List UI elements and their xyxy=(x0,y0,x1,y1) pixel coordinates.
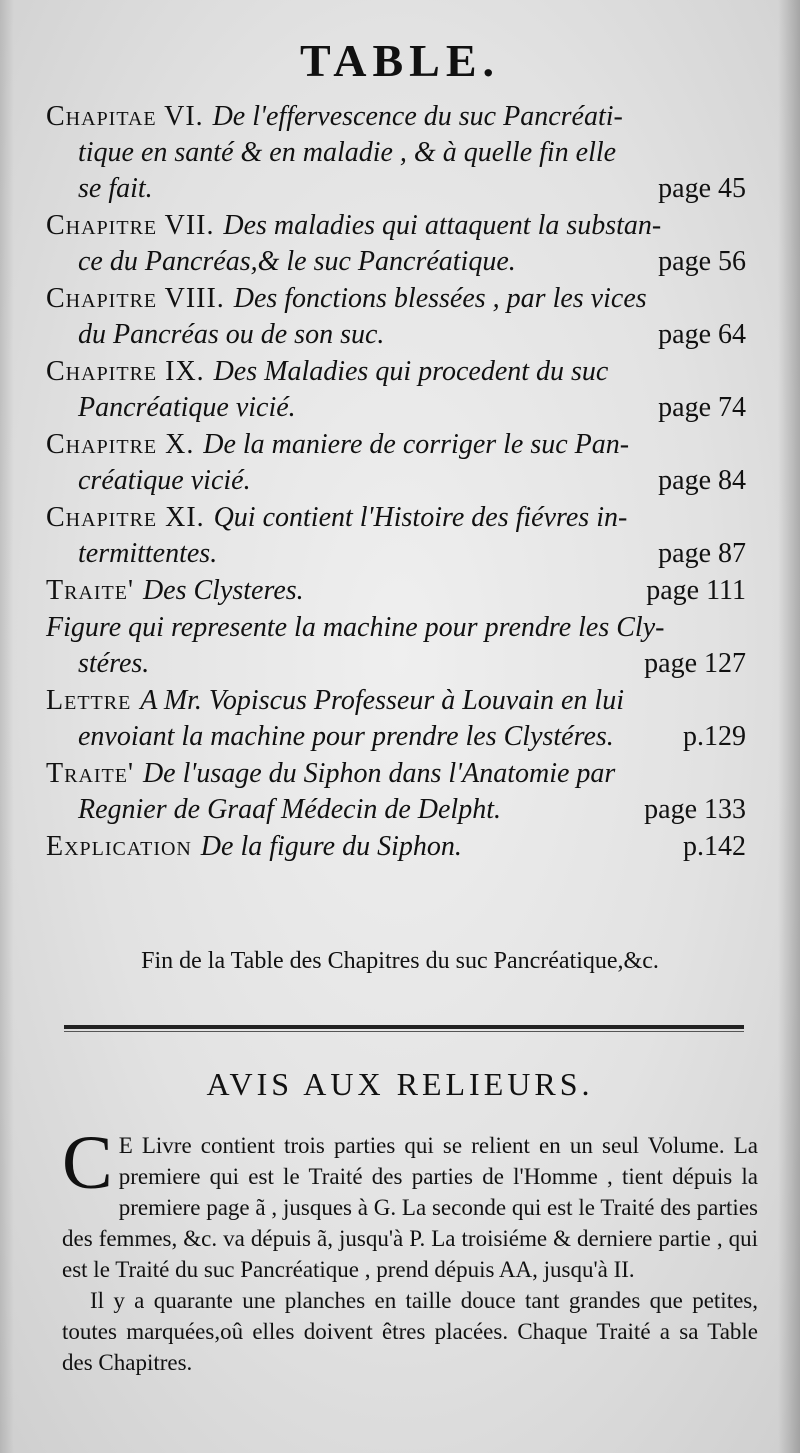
toc-entry-label: Chapitre X. xyxy=(46,429,195,460)
toc-entry-page: page 56 xyxy=(658,246,746,277)
toc-entry-label: Traite' xyxy=(46,758,135,789)
toc-entry-continuation: Regnier de Graaf Médecin de Delpht. xyxy=(78,794,501,825)
divider-rule xyxy=(64,1025,744,1029)
toc-entry-label: Chapitre XI. xyxy=(46,502,205,533)
toc-entry-page: page 84 xyxy=(658,465,746,496)
page-shadow-left xyxy=(0,0,14,1453)
page-shadow-right xyxy=(778,0,800,1453)
toc-entry-label: Chapitre IX. xyxy=(46,356,205,387)
toc-entry-title: Des Maladies qui procedent du suc xyxy=(213,356,609,387)
toc-entry xyxy=(46,280,746,353)
toc-entry-page: page 111 xyxy=(646,575,746,606)
toc-entry xyxy=(46,353,746,426)
toc-entry-label: Chapitre VII. xyxy=(46,210,215,241)
toc-entry-page: page 64 xyxy=(658,319,746,350)
toc-entry-page: p.129 xyxy=(683,721,746,752)
toc-entry-title: Qui contient l'Histoire des fiévres in- xyxy=(213,502,628,533)
notice-paragraph xyxy=(62,1121,758,1285)
toc-entry-title: Des maladies qui attaquent la substan- xyxy=(223,210,662,241)
toc-entry-label: Chapitre VIII. xyxy=(46,283,225,314)
toc-entry-title: De la maniere de corriger le suc Pan- xyxy=(203,429,630,460)
notice-body xyxy=(62,1121,758,1378)
toc-entry-continuation: termittentes. xyxy=(78,538,218,569)
toc-entry-label: Chapitae VI. xyxy=(46,101,204,132)
toc-entry xyxy=(46,207,746,280)
toc-entry xyxy=(46,755,746,828)
toc-entry-page: p.142 xyxy=(683,831,746,862)
toc-entry-page: page 127 xyxy=(644,648,746,679)
toc-entry-continuation: créatique vicié. xyxy=(78,465,251,496)
toc-entry-page: page 45 xyxy=(658,173,746,204)
notice-paragraph-text: Il y a quarante une planches en taille douce tant grandes que petites, toutes marquées,oû elles doivent êtres placées. Chaque Traité a sa Table des Chapitres. xyxy=(62,1288,758,1375)
toc-entry xyxy=(46,572,746,609)
toc-entry xyxy=(46,98,746,207)
toc-entry-continuation: du Pancréas ou de son suc. xyxy=(78,319,385,350)
notice-title: AVIS AUX RELIEURS. xyxy=(206,1066,594,1102)
toc-entry-continuation: stéres. xyxy=(78,648,150,679)
toc-entry xyxy=(46,499,746,572)
table-of-contents xyxy=(46,98,746,865)
table-end-note: Fin de la Table des Chapitres du suc Pancréatique,&c. xyxy=(141,948,659,974)
toc-entry-title: De l'effervescence du suc Pancréati- xyxy=(212,101,623,132)
toc-entry xyxy=(46,682,746,755)
toc-entry-title: A Mr. Vopiscus Professeur à Louvain en lui xyxy=(140,685,624,716)
toc-entry-page: page 87 xyxy=(658,538,746,569)
toc-entry-continuation: envoiant la machine pour prendre les Clystéres. xyxy=(78,721,614,752)
toc-entry-label: Explication xyxy=(46,831,192,862)
toc-entry-continuation: Pancréatique vicié. xyxy=(78,392,296,423)
toc-entry-page: page 74 xyxy=(658,392,746,423)
toc-entry-title: De l'usage du Siphon dans l'Anatomie par xyxy=(142,758,616,789)
toc-entry-continuation: ce du Pancréas,& le suc Pancréatique. xyxy=(78,246,516,277)
toc-entry-label: Lettre xyxy=(46,685,132,716)
toc-entry-title: Des Clysteres. xyxy=(142,575,304,606)
toc-entry-label: Traite' xyxy=(46,575,135,606)
notice-paragraph-text: E Livre contient trois parties qui se relient en un seul Volume. La premiere qui est le Traité des parties de l'Homme , tient dépuis la premiere page ã , jusques à G. La seconde qui est le Traité des parties des femmes, &c. va dépuis ã, jusqu'à P. La troisiéme & derniere partie , qui est le Traité du suc Pancréatique , prend dépuis AA, jusqu'à II. xyxy=(62,1133,758,1282)
toc-entry xyxy=(46,426,746,499)
toc-entry-title: Des fonctions blessées , par les vices xyxy=(233,283,647,314)
toc-entry-continuation: tique en santé & en maladie , & à quelle fin elle se fait. xyxy=(78,137,617,204)
page-title: TABLE. xyxy=(299,35,501,86)
toc-entry-page: page 133 xyxy=(644,794,746,825)
toc-entry-title: Figure qui represente la machine pour prendre les Cly- xyxy=(46,612,665,643)
divider-rule-thin xyxy=(64,1031,744,1032)
toc-entry-title: De la figure du Siphon. xyxy=(200,831,462,862)
toc-entry xyxy=(46,609,746,682)
drop-cap: C xyxy=(62,1121,113,1205)
toc-entry xyxy=(46,828,746,865)
